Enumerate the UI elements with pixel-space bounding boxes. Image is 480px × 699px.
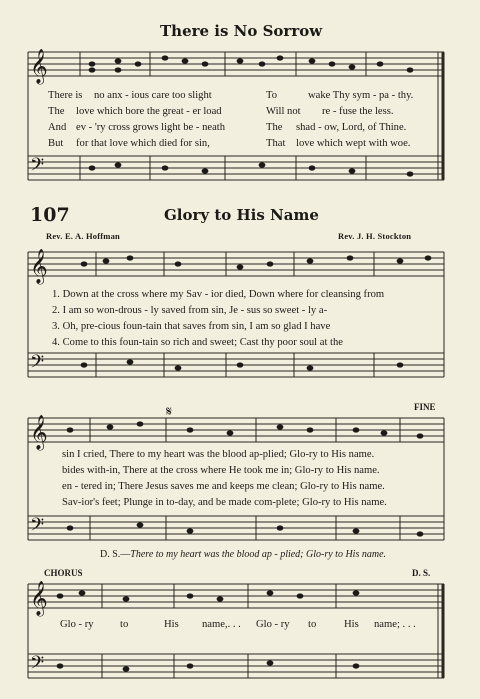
verse-line: 4. Come to this foun-tain so rich and sweet; Cast thy poor soul at the xyxy=(52,337,343,348)
chorus-word: His xyxy=(164,619,179,630)
svg-text:𝄞: 𝄞 xyxy=(30,415,48,450)
fine-marker: FINE xyxy=(414,402,436,412)
chorus-word: Glo - ry xyxy=(60,619,94,630)
svg-text:𝄞: 𝄞 xyxy=(30,581,48,616)
svg-text:𝄞: 𝄞 xyxy=(30,249,48,284)
chorus-word: to xyxy=(308,619,317,630)
hymn-title-2: Glory to His Name xyxy=(164,206,319,224)
svg-text:𝄞: 𝄞 xyxy=(30,49,48,84)
chorus-label: CHORUS xyxy=(44,568,83,578)
svg-text:𝄢: 𝄢 xyxy=(30,515,45,540)
svg-text:𝄋: 𝄋 xyxy=(166,404,173,420)
svg-text:𝄢: 𝄢 xyxy=(30,352,45,377)
verse-line: en - tered in; There Jesus saves me and keeps me clean; Glo-ry to His name. xyxy=(62,481,385,492)
svg-text:𝄢: 𝄢 xyxy=(30,653,45,678)
chorus-ds-marker: D. S. xyxy=(412,568,431,578)
verse-line: sin I cried, There to my heart was the blood ap-plied; Glo-ry to His name. xyxy=(62,449,375,460)
author-credit: Rev. E. A. Hoffman xyxy=(46,231,120,241)
hymn-number: 107 xyxy=(30,204,70,226)
verse-line: And ev - 'ry cross grows light be - neath The shad - ow, Lord, of Thine. xyxy=(48,122,407,133)
verse-line: But for that love which died for sin, That love which wept with woe. xyxy=(48,138,411,149)
verse-line: There is no anx - ious care too slight To wake Thy sym - pa - thy. xyxy=(48,90,414,101)
chorus-word: to xyxy=(120,619,129,630)
chorus-word: name; . . . xyxy=(374,619,416,630)
hymn2-verses-part2 xyxy=(62,447,444,511)
svg-text:𝄢: 𝄢 xyxy=(30,155,45,180)
ds-instruction xyxy=(100,549,386,560)
verse-line: 1. Down at the cross where my Sav - ior died, Down where for cleansing from xyxy=(52,289,385,300)
verse-line: bides with-in, There at the cross where He took me in; Glo-ry to His name. xyxy=(62,465,380,476)
chorus-word: name,. . . xyxy=(202,619,241,630)
ds-text: There to my heart was the blood ap - plied; Glo-ry to His name. xyxy=(130,549,387,560)
verse-line: 2. I am so won-drous - ly saved from sin, Je - sus so sweet - ly a- xyxy=(52,305,328,316)
chorus-word: His xyxy=(344,619,359,630)
verse-line: The love which bore the great - er load Will not re - fuse the less. xyxy=(48,106,394,117)
verse-line: 3. Oh, pre-cious foun-tain that saves from sin, I am so glad I have xyxy=(52,321,331,332)
hymn-title-1: There is No Sorrow xyxy=(160,22,323,40)
hymn1-verses xyxy=(48,88,448,152)
ds-label: D. S.— xyxy=(100,549,131,560)
chorus-word: Glo - ry xyxy=(256,619,290,630)
composer-credit: Rev. J. H. Stockton xyxy=(338,231,412,241)
verse-line: Sav-ior's feet; Plunge in to-day, and be made com-plete; Glo-ry to His name. xyxy=(62,497,387,508)
hymn2-verses-part1 xyxy=(52,287,444,351)
